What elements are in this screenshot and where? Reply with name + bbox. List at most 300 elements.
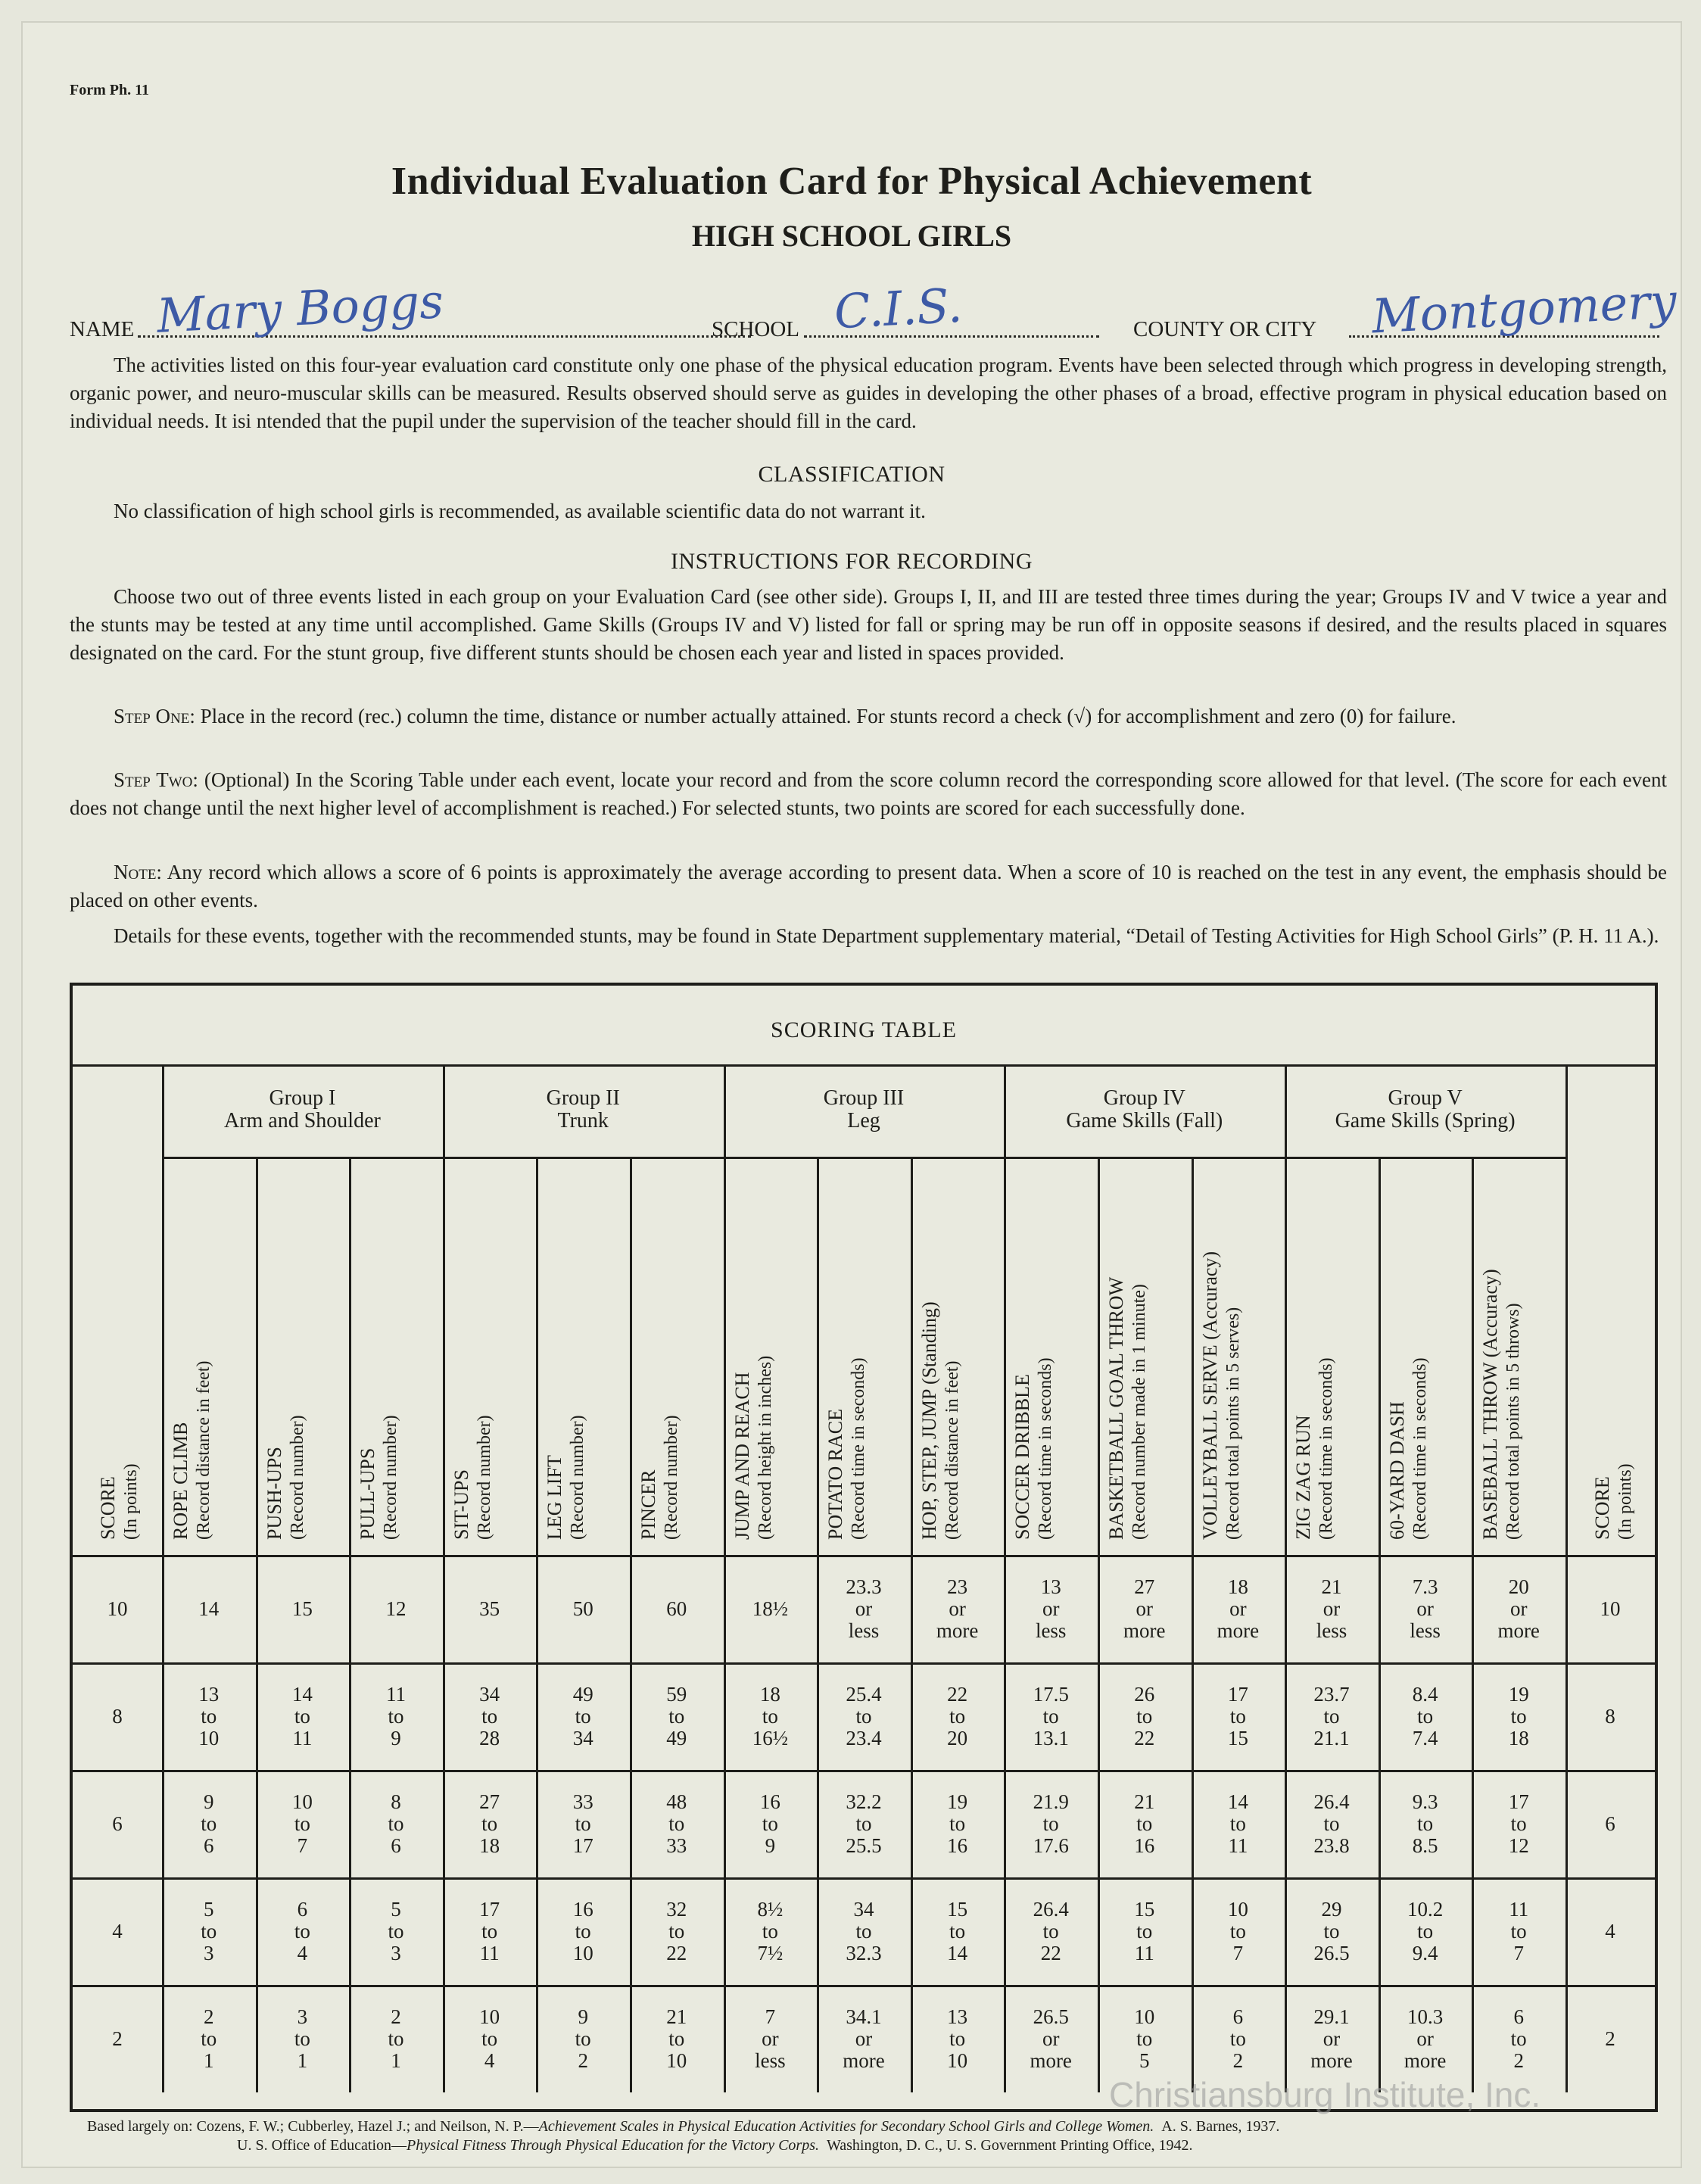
score-cell — [630, 1985, 724, 2092]
cell-line: 33 — [572, 1790, 593, 1813]
cell-line: 2 — [1513, 2048, 1524, 2072]
cell-line: to — [855, 1812, 872, 1835]
cell-line: to — [1323, 1812, 1340, 1835]
cell-line: 59 — [666, 1682, 687, 1706]
cell-line: to — [1417, 1812, 1434, 1835]
event-instruction: (Record total points in 5 serves) — [1223, 1307, 1243, 1540]
cell-line: 23.4 — [846, 1726, 882, 1749]
cell-line: 19 — [1508, 1682, 1529, 1706]
cell-line: to — [1136, 1704, 1153, 1728]
cell-line: 23 — [947, 1575, 968, 1598]
cell-line: 23.7 — [1313, 1682, 1350, 1706]
score-cell — [817, 1770, 911, 1877]
cell-line: to — [1510, 1812, 1527, 1835]
cell-line: to — [201, 1704, 217, 1728]
score-cell — [1379, 1877, 1472, 1985]
cell-line: 4 — [297, 1941, 308, 1964]
cell-line: 12 — [1508, 1834, 1529, 1857]
cell-line: 29 — [1321, 1897, 1342, 1921]
score-cell — [1379, 1555, 1472, 1662]
row-score-left — [73, 1662, 162, 1770]
event-name: JUMP AND REACH — [731, 1372, 753, 1540]
score-cell — [911, 1770, 1005, 1877]
cell-line: to — [388, 2027, 404, 2050]
cell-line: or — [949, 1597, 966, 1620]
score-cell — [630, 1662, 724, 1770]
event-header — [263, 1415, 309, 1540]
score-cell — [256, 1985, 350, 2092]
footer-line-1-title: Achievement Scales in Physical Education Activities for Secondary School Girls and College Women. — [538, 2118, 1154, 2135]
cell-line: to — [762, 1812, 778, 1835]
cell-line: 32.3 — [846, 1941, 882, 1964]
cell-line: to — [294, 1919, 310, 1943]
score-cell — [1472, 1770, 1565, 1877]
cell-line: 10.3 — [1407, 2005, 1444, 2028]
group-subtitle: Trunk — [557, 1109, 609, 1133]
cell-line: to — [668, 1704, 685, 1728]
score-cell — [256, 1555, 350, 1662]
cell-line: 15 — [1227, 1726, 1248, 1749]
cell-line: to — [388, 1812, 404, 1835]
cell-line: or — [1416, 1597, 1434, 1620]
score-cell — [536, 1877, 630, 1985]
score-cell — [1004, 1770, 1098, 1877]
cell-line: 8 — [112, 1704, 123, 1728]
cell-line: 7½ — [757, 1941, 784, 1964]
cell-line: 17.5 — [1033, 1682, 1069, 1706]
score-cell — [1004, 1555, 1098, 1662]
event-header — [450, 1415, 496, 1540]
score-cell — [162, 1770, 256, 1877]
cell-line: 48 — [666, 1790, 687, 1813]
cell-line: to — [762, 1919, 778, 1943]
score-cell — [911, 1877, 1005, 1985]
watermark: Christiansburg Institute, Inc. — [1109, 2075, 1541, 2114]
cell-line: 22 — [666, 1941, 687, 1964]
cell-line: 6 — [1605, 1812, 1615, 1835]
cell-line: less — [848, 1619, 880, 1642]
cell-line: to — [481, 1704, 498, 1728]
cell-line: to — [575, 1919, 591, 1943]
cell-line: or — [1042, 1597, 1060, 1620]
cell-line: 20 — [1508, 1575, 1529, 1598]
cell-line: 7 — [1232, 1941, 1244, 1964]
cell-line: to — [668, 1919, 685, 1943]
county-value[interactable]: Montgomery — [1370, 273, 1678, 344]
cell-line: 10 — [198, 1726, 220, 1749]
cell-line: 9 — [391, 1726, 401, 1749]
row-score-left — [73, 1770, 162, 1877]
event-instruction: (Record total points in 5 throws) — [1503, 1303, 1524, 1540]
row-score-right — [1565, 1877, 1655, 1985]
event-name: PULL-UPS — [357, 1447, 379, 1540]
details-paragraph: Details for these events, together with the recommended stunts, may be found in State Department supplementary material, “Detail of Testing Activities for High School Girls” (P. H. 11 A.). — [114, 924, 1659, 947]
group-rule — [162, 1157, 1565, 1159]
cell-line: 26.4 — [1313, 1790, 1350, 1813]
cell-line: to — [388, 1919, 404, 1943]
cell-line: 5 — [1139, 2048, 1150, 2072]
cell-line: less — [1316, 1619, 1347, 1642]
score-cell — [1472, 1662, 1565, 1770]
cell-line: 27 — [1134, 1575, 1155, 1598]
cell-line: 17 — [572, 1834, 593, 1857]
cell-line: 2 — [1232, 2048, 1244, 2072]
cell-line: to — [1510, 2027, 1527, 2050]
event-instruction: (Record number) — [474, 1415, 494, 1540]
cell-line: 8 — [391, 1790, 401, 1813]
group-subtitle: Game Skills (Fall) — [1066, 1109, 1223, 1133]
cell-line: more — [1497, 1619, 1540, 1642]
score-cell — [724, 1555, 818, 1662]
cell-line: 22 — [1040, 1941, 1061, 1964]
cell-line: to — [481, 1812, 498, 1835]
cell-line: 8 — [1605, 1704, 1615, 1728]
score-cell — [1192, 1770, 1285, 1877]
score-cell — [349, 1877, 443, 1985]
event-header — [170, 1360, 215, 1540]
event-instruction: (Record number) — [381, 1415, 401, 1540]
score-cell — [724, 1985, 818, 2092]
cell-line: 26.5 — [1033, 2005, 1069, 2028]
cell-line: 9.4 — [1412, 1941, 1438, 1964]
cell-line: to — [1323, 1919, 1340, 1943]
event-instruction: (Record number) — [662, 1415, 681, 1540]
score-cell — [349, 1985, 443, 2092]
cell-line: 10 — [947, 2048, 968, 2072]
cell-line: to — [1417, 1919, 1434, 1943]
score-cell — [536, 1555, 630, 1662]
event-header — [1199, 1251, 1245, 1540]
cell-line: 18½ — [752, 1597, 789, 1620]
cell-line: 14 — [198, 1597, 220, 1620]
cell-line: to — [575, 1704, 591, 1728]
name-label: NAME — [70, 317, 135, 341]
event-name: SIT-UPS — [450, 1469, 472, 1540]
cell-line: 7.4 — [1412, 1726, 1438, 1749]
cell-line: 29.1 — [1313, 2005, 1350, 2028]
cell-line: to — [668, 2027, 685, 2050]
cell-line: 35 — [479, 1597, 500, 1620]
cell-line: to — [1417, 1704, 1434, 1728]
cell-line: 13 — [1040, 1575, 1061, 1598]
event-name: LEG LIFT — [544, 1455, 566, 1540]
cell-line: 8.5 — [1412, 1834, 1438, 1857]
form-id: Form Ph. 11 — [70, 82, 149, 98]
cell-line: to — [294, 1812, 310, 1835]
cell-line: 2 — [391, 2005, 401, 2028]
cell-line: 1 — [204, 2048, 214, 2072]
event-header — [1292, 1357, 1338, 1540]
cell-line: to — [201, 1812, 217, 1835]
cell-line: 5 — [391, 1897, 401, 1921]
cell-line: or — [1042, 2027, 1060, 2050]
cell-line: 34.1 — [846, 2005, 882, 2028]
card-subtitle: HIGH SCHOOL GIRLS — [691, 219, 1012, 253]
cell-line: 13 — [947, 2005, 968, 2028]
cell-line: more — [1030, 2048, 1072, 2072]
cell-line: 5 — [204, 1897, 214, 1921]
event-name: VOLLEYBALL SERVE (Accuracy) — [1198, 1251, 1221, 1540]
footer-line-1 — [87, 2117, 1279, 2136]
step-two-paragraph — [70, 766, 1667, 822]
score-cell — [911, 1985, 1005, 2092]
cell-line: 10 — [572, 1941, 593, 1964]
cell-line: 26 — [1134, 1682, 1155, 1706]
cell-line: 27 — [479, 1790, 500, 1813]
cell-line: to — [1136, 2027, 1153, 2050]
score-cell — [256, 1662, 350, 1770]
score-cell — [724, 1770, 818, 1877]
event-header — [731, 1356, 777, 1540]
cell-line: to — [294, 1704, 310, 1728]
cell-line: 6 — [391, 1834, 401, 1857]
footer-line-2-title: Physical Fitness Through Physical Education for the Victory Corps. — [407, 2137, 819, 2154]
row-score-left — [73, 1877, 162, 1985]
cell-line: to — [575, 2027, 591, 2050]
score-cell — [630, 1877, 724, 1985]
footer-line-1-authors: Based largely on: Cozens, F. W.; Cubberley, Hazel J.; and Neilson, N. P.— — [87, 2118, 539, 2135]
step-two-text: (Optional) In the Scoring Table under each event, locate your record and from the score column record the corresponding score allowed for that level. (The score for each event does not change until the next higher level of accomplishment is reached.) For selected stunts, two points are scored for each successfully done. — [70, 768, 1668, 819]
row-score-right — [1565, 1555, 1655, 1662]
cell-line: 14 — [291, 1682, 313, 1706]
score-cell — [911, 1662, 1005, 1770]
cell-line: 16 — [572, 1897, 593, 1921]
cell-line: to — [1510, 1919, 1527, 1943]
score-cell — [1004, 1985, 1098, 2092]
cell-line: 2 — [112, 2027, 123, 2050]
cell-line: 22 — [1134, 1726, 1155, 1749]
cell-line: 34 — [479, 1682, 500, 1706]
cell-line: to — [855, 1919, 872, 1943]
county-label: COUNTY OR CITY — [1133, 317, 1317, 341]
event-header — [824, 1357, 870, 1540]
footer-line-1-publisher: A. S. Barnes, 1937. — [1161, 2118, 1280, 2135]
step-one-text: Place in the record (rec.) column the time, distance or number actually attained. For stunts record a check (√) for accomplishment and zero (0) for failure. — [200, 705, 1456, 727]
cell-line: more — [843, 2048, 885, 2072]
score-cell — [536, 1662, 630, 1770]
cell-line: 12 — [385, 1597, 407, 1620]
score-cell — [443, 1662, 537, 1770]
cell-line: 6 — [297, 1897, 308, 1921]
cell-line: 13.1 — [1033, 1726, 1069, 1749]
row-score-right — [1565, 1985, 1655, 2092]
cell-line: to — [1136, 1812, 1153, 1835]
cell-line: 60 — [666, 1597, 687, 1620]
cell-line: to — [481, 2027, 498, 2050]
cell-line: 34 — [853, 1897, 874, 1921]
cell-line: 7 — [765, 2005, 776, 2028]
event-name: 60-YARD DASH — [1385, 1401, 1408, 1540]
cell-line: 11 — [479, 1941, 500, 1964]
score-cell — [1004, 1877, 1098, 1985]
name-value[interactable]: Mary Boggs — [155, 273, 445, 344]
score-cell — [1098, 1770, 1192, 1877]
step-two-label: Step Two: — [114, 768, 198, 791]
cell-line: or — [1229, 1597, 1247, 1620]
cell-line: 6 — [1513, 2005, 1524, 2028]
event-name: ZIG ZAG RUN — [1292, 1415, 1315, 1540]
instructions-paragraph: Choose two out of three events listed in each group on your Evaluation Card (see other side). Groups I, II, and III are tested three times during the year; Groups IV and V twice a year and the stunts may be tested at any time until accomplished. Game Skills (Groups IV and V) listed for fall or spring may be run off in opposite seasons if desired, and the results placed in squares designated on the card. For the stunt group, five different stunts should be chosen each year and listed in spaces provided. — [70, 585, 1667, 664]
cell-line: less — [1410, 1619, 1441, 1642]
cell-line: 15 — [1134, 1897, 1155, 1921]
score-cell — [162, 1877, 256, 1985]
cell-line: 11 — [385, 1682, 406, 1706]
cell-line: to — [949, 2027, 966, 2050]
event-instruction: (Record time in seconds) — [1036, 1357, 1056, 1540]
step-one-label: Step One: — [114, 705, 195, 727]
cell-line: 32.2 — [846, 1790, 882, 1813]
score-cell — [443, 1877, 537, 1985]
score-cell — [1285, 1770, 1379, 1877]
note-label: Note: — [114, 861, 162, 883]
cell-line: to — [1042, 1919, 1059, 1943]
cell-line: 16 — [947, 1834, 968, 1857]
group-subtitle: Game Skills (Spring) — [1335, 1109, 1516, 1133]
event-header — [1105, 1277, 1151, 1540]
cell-line: 1 — [391, 2048, 401, 2072]
cell-line: 2 — [1605, 2027, 1615, 2050]
cell-line: 21.9 — [1033, 1790, 1069, 1813]
cell-line: 4 — [112, 1919, 123, 1943]
cell-line: 14 — [1227, 1790, 1248, 1813]
cell-line: to — [201, 2027, 217, 2050]
cell-line: 32 — [666, 1897, 687, 1921]
cell-line: 14 — [947, 1941, 968, 1964]
cell-line: 10.2 — [1407, 1897, 1444, 1921]
group-heading — [443, 1087, 724, 1133]
event-header — [1479, 1269, 1525, 1540]
cell-line: 9 — [765, 1834, 776, 1857]
cell-line: 3 — [297, 2005, 308, 2028]
score-cell — [911, 1555, 1005, 1662]
event-header — [637, 1415, 683, 1540]
school-value[interactable]: C.I.S. — [833, 277, 964, 340]
cell-line: 10 — [1227, 1897, 1248, 1921]
score-cell — [443, 1770, 537, 1877]
score-cell — [817, 1662, 911, 1770]
cell-line: 25.5 — [846, 1834, 882, 1857]
score-cell — [349, 1770, 443, 1877]
score-cell — [1098, 1877, 1192, 1985]
cell-line: or — [1416, 2027, 1434, 2050]
group-heading — [724, 1087, 1005, 1133]
cell-line: or — [762, 2027, 779, 2050]
cell-line: 8.4 — [1412, 1682, 1438, 1706]
cell-line: more — [1310, 2048, 1353, 2072]
step-one-paragraph — [70, 703, 1667, 731]
score-cell — [536, 1985, 630, 2092]
event-name: SCORE — [97, 1476, 119, 1540]
cell-line: 7 — [297, 1834, 308, 1857]
cell-line: or — [1509, 1597, 1528, 1620]
score-cell — [1379, 1662, 1472, 1770]
score-cell — [162, 1555, 256, 1662]
scoring-table — [70, 983, 1658, 2112]
cell-line: 22 — [947, 1682, 968, 1706]
cell-line: 17.6 — [1033, 1834, 1069, 1857]
cell-line: 17 — [1227, 1682, 1248, 1706]
cell-line: 21 — [1134, 1790, 1155, 1813]
event-name: PUSH-UPS — [263, 1447, 285, 1540]
event-name: SOCCER DRIBBLE — [1011, 1374, 1034, 1540]
cell-line: 16 — [759, 1790, 780, 1813]
cell-line: 15 — [291, 1597, 313, 1620]
group-heading — [1285, 1087, 1565, 1133]
cell-line: to — [949, 1704, 966, 1728]
cell-line: 11 — [1134, 1941, 1154, 1964]
cell-line: 10 — [666, 2048, 687, 2072]
cell-line: 21.1 — [1313, 1726, 1350, 1749]
row-score-right — [1565, 1662, 1655, 1770]
cell-line: 34 — [572, 1726, 593, 1749]
event-instruction: (Record number) — [287, 1415, 307, 1540]
event-header — [1386, 1357, 1432, 1540]
event-name: ROPE CLIMB — [170, 1422, 192, 1540]
note-text: Any record which allows a score of 6 points is approximately the average according to present data. When a score of 10 is reached on the test in any event, the emphasis should be placed on other events. — [70, 861, 1667, 911]
cell-line: 3 — [391, 1941, 401, 1964]
cell-line: 18 — [1508, 1726, 1529, 1749]
cell-line: to — [1229, 1919, 1246, 1943]
score-cell — [162, 1662, 256, 1770]
score-cell — [256, 1770, 350, 1877]
score-cell — [1098, 1662, 1192, 1770]
cell-line: to — [1042, 1704, 1059, 1728]
score-cell — [443, 1985, 537, 2092]
score-cell — [349, 1662, 443, 1770]
score-cell — [1472, 1877, 1565, 1985]
cell-line: 10 — [1600, 1597, 1621, 1620]
scoring-table-title: SCORING TABLE — [771, 1017, 957, 1042]
cell-line: 16½ — [752, 1726, 789, 1749]
score-cell — [162, 1985, 256, 2092]
cell-line: 7.3 — [1412, 1575, 1438, 1598]
cell-line: 23.3 — [846, 1575, 882, 1598]
footer-citations — [87, 2117, 1279, 2155]
score-cell — [1192, 1662, 1285, 1770]
event-header — [918, 1301, 964, 1540]
cell-line: 7 — [1513, 1941, 1524, 1964]
score-cell — [724, 1662, 818, 1770]
cell-line: to — [762, 1704, 778, 1728]
cell-line: 10 — [291, 1790, 313, 1813]
cell-line: 20 — [947, 1726, 968, 1749]
score-cell — [1285, 1555, 1379, 1662]
score-header-right — [1591, 1463, 1637, 1540]
score-cell — [256, 1877, 350, 1985]
row-score-left — [73, 1555, 162, 1662]
score-cell — [1379, 1770, 1472, 1877]
cell-line: to — [668, 1812, 685, 1835]
cell-line: or — [1322, 1597, 1341, 1620]
cell-line: 10 — [107, 1597, 128, 1620]
school-label: SCHOOL — [712, 317, 800, 341]
event-instruction: (Record number made in 1 minute) — [1129, 1284, 1149, 1540]
score-cell — [817, 1985, 911, 2092]
instructions-heading: INSTRUCTIONS FOR RECORDING — [670, 549, 1033, 574]
event-instruction: (Record number) — [568, 1415, 588, 1540]
cell-line: to — [949, 1919, 966, 1943]
event-instruction: (In points) — [121, 1463, 141, 1540]
cell-line: 49 — [572, 1682, 593, 1706]
cell-line: to — [201, 1919, 217, 1943]
score-cell — [1285, 1877, 1379, 1985]
note-paragraph — [70, 858, 1667, 914]
event-instruction: (Record time in seconds) — [849, 1357, 869, 1540]
event-name: SCORE — [1591, 1476, 1613, 1540]
score-cell — [1098, 1555, 1192, 1662]
cell-line: 33 — [666, 1834, 687, 1857]
cell-line: 9 — [578, 2005, 588, 2028]
